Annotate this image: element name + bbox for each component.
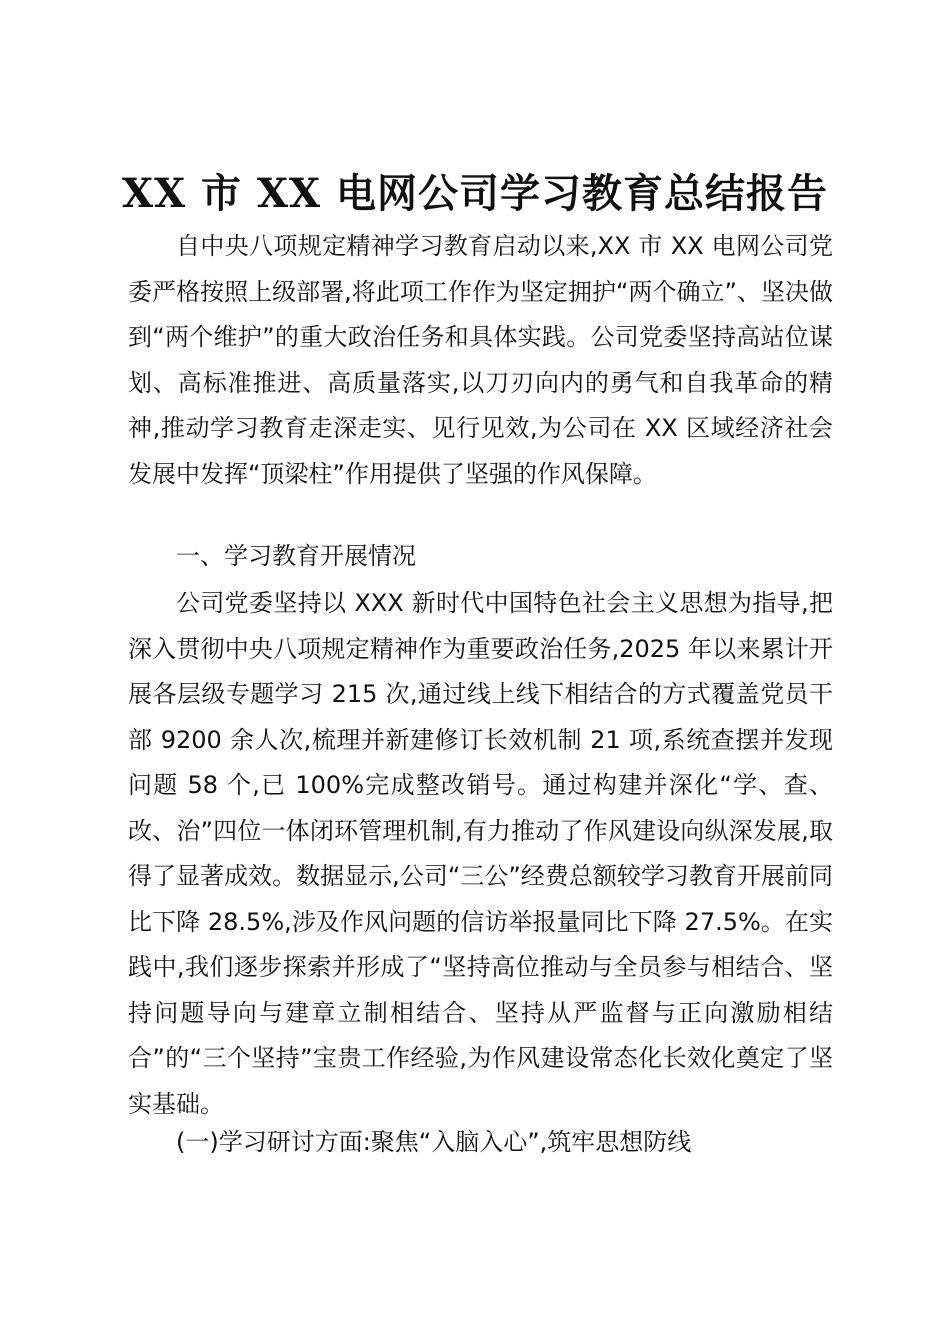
subsection-heading: (一)学习研讨方面:聚焦“入脑入心”,筑牢思想防线 [176, 1128, 692, 1156]
document-title: XX 市 XX 电网公司学习教育总结报告 [122, 170, 828, 217]
section-heading: 一、学习教育开展情况 [176, 542, 416, 570]
intro-paragraph: 自中央八项规定精神学习教育启动以来,XX 市 XX 电网公司党委严格按照上级部署,将此项工作作为坚定拥护“两个确立”、坚决做到“两个维护”的重大政治任务和具体实践。公司党委坚持高站位谋划、高标准推进、高质量落实,以刀刃向内的勇气和自我革命的精神,推动学习教育走深走实、见行见效,为公司在 XX 区域经济社会发展中发挥“顶梁柱”作用提供了坚强的作风保障。 [128, 232, 833, 488]
section-paragraph: 公司党委坚持以 XXX 新时代中国特色社会主义思想为指导,把深入贯彻中央八项规定精神作为重要政治任务,2025 年以来累计开展各层级专题学习 215 次,通过线上线下相结合的方式覆盖党员干部 9200 余人次,梳理并新建修订长效机制 21 项,系统查摆并发现问题 58 个,已 100%完成整改销号。通过构建并深化“学、查、改、治”四位一体闭环管理机制,有力推动了作风建设向纵深发展,取得了显著成效。数据显示,公司“三公”经费总额较学习教育开展前同比下降 28.5%,涉及作风问题的信访举报量同比下降 27.5%。在实践中,我们逐步探索并形成了“坚持高位推动与全员参与相结合、坚持问题导向与建章立制相结合、坚持从严监督与正向激励相结合”的“三个坚持”宝贵工作经验,为作风建设常态化长效化奠定了坚实基础。 [128, 589, 833, 1118]
